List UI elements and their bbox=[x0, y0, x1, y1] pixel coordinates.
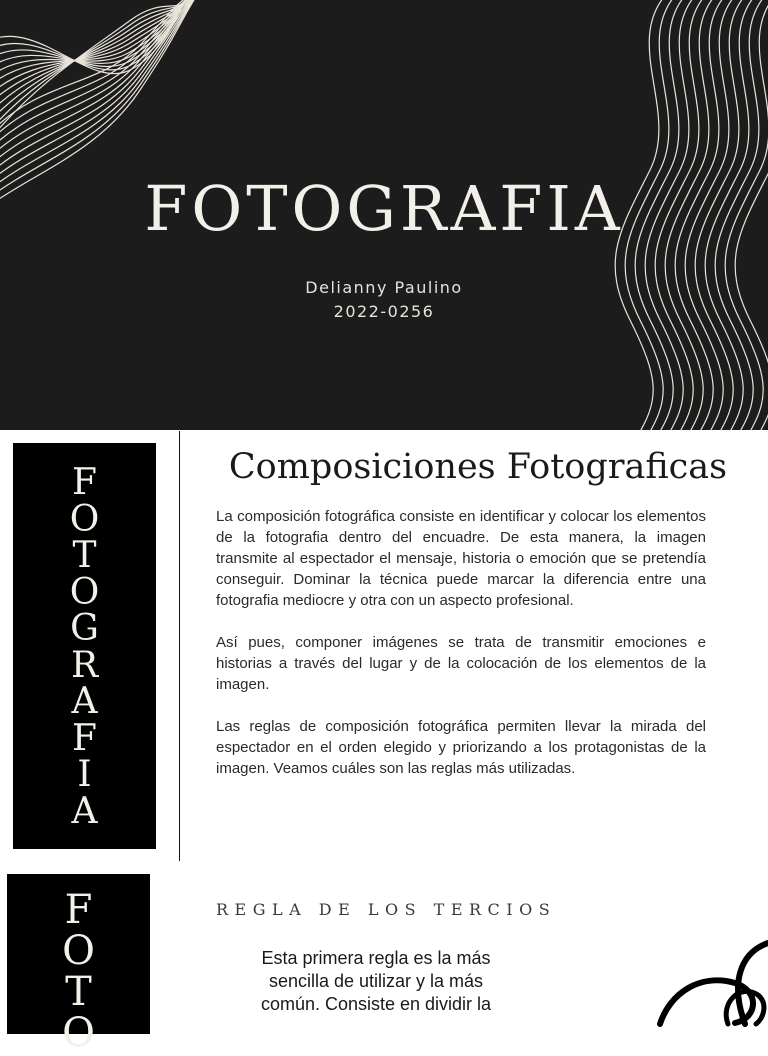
paragraph: Las reglas de composición fotográfica permiten llevar la mirada del espectador en el orden elegido y priorizando a los protagonistas de la imagen. Veamos cuáles son las reglas más utilizadas. bbox=[216, 718, 706, 777]
vertical-title-letters bbox=[13, 462, 156, 832]
vertical-title-banner bbox=[13, 443, 156, 849]
banner-letter: O bbox=[62, 928, 95, 974]
composition-page bbox=[0, 431, 768, 863]
rule-title: REGLA DE LOS TERCIOS bbox=[216, 900, 557, 919]
cover-student-id: 2022-0256 bbox=[333, 302, 435, 321]
wave-line bbox=[0, 0, 195, 74]
banner-letter: T bbox=[65, 969, 92, 1015]
banner-letter: F bbox=[72, 462, 97, 503]
vertical-title-banner bbox=[7, 874, 150, 1056]
banner-letter: G bbox=[70, 608, 99, 649]
body-text bbox=[216, 506, 706, 800]
banner-letter: A bbox=[71, 681, 98, 722]
banner-letter: O bbox=[69, 571, 100, 613]
cover-title: FOTOGRAFIA bbox=[144, 172, 624, 245]
banner-letter: O bbox=[62, 1010, 95, 1056]
cover-page bbox=[0, 0, 768, 430]
section-title: Composiciones Fotograficas bbox=[228, 447, 728, 487]
vertical-divider bbox=[179, 431, 180, 861]
banner-letter: F bbox=[64, 887, 93, 933]
banner-letter: R bbox=[70, 644, 99, 686]
banner-letter: O bbox=[69, 498, 100, 540]
banner-letter: I bbox=[77, 754, 92, 795]
vertical-title-letters bbox=[7, 887, 150, 1056]
rule-of-thirds-page bbox=[0, 863, 768, 1056]
cover-author: Delianny Paulino bbox=[305, 278, 463, 297]
paragraph: La composición fotográfica consiste en identificar y colocar los elementos de la fotografia dentro del encuadre. De esta manera, la imagen transmite al espectador el mensaje, historia o emoción que se pretendía conseguir. Dominar la técnica puede marcar la diferencia entre una fotografia mediocre y otra con un aspecto profesional. bbox=[216, 508, 706, 609]
swirl-decoration bbox=[640, 943, 768, 1024]
banner-letter: A bbox=[71, 790, 98, 832]
paragraph: Así pues, componer imágenes se trata de transmitir emociones e historias a través del lugar y de la colocación de los elementos de la imagen. bbox=[216, 634, 706, 693]
rule-text: Esta primera regla es la más sencilla de utilizar y la más común. Consiste en dividir la bbox=[260, 948, 492, 1014]
banner-letter: F bbox=[72, 717, 97, 759]
banner-letter: T bbox=[72, 535, 97, 576]
